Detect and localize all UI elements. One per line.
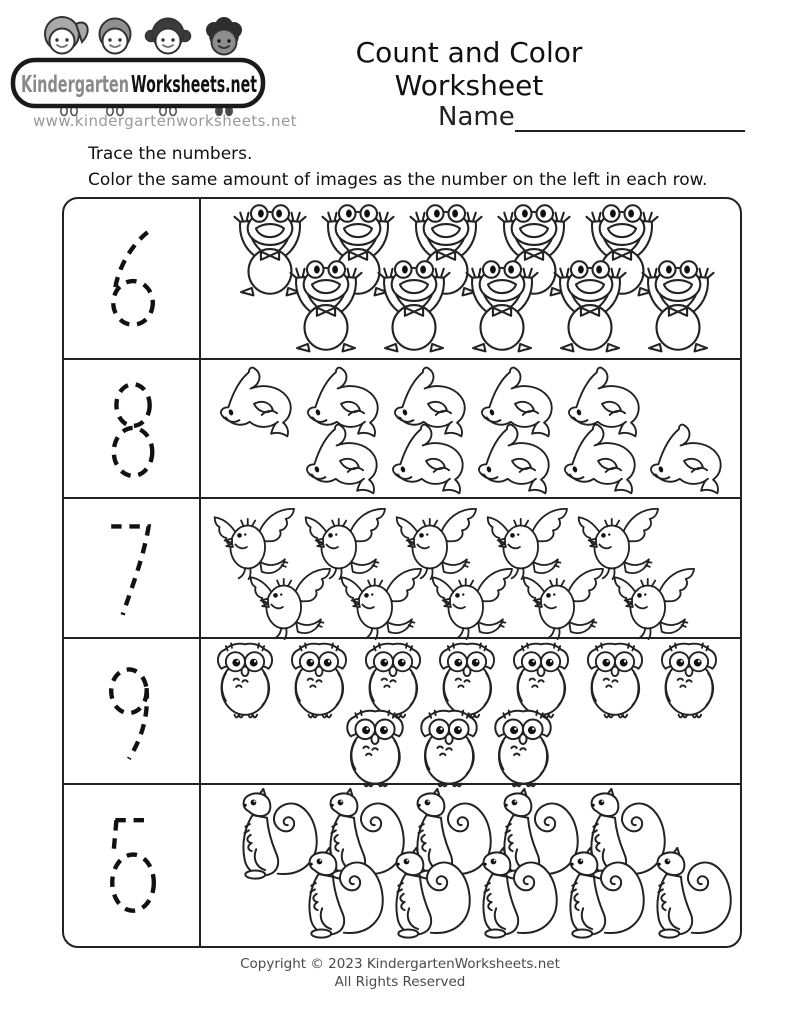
- squirrel-image: [295, 847, 389, 939]
- number-cell-7: [64, 499, 201, 639]
- bird-image: [241, 564, 343, 640]
- dolphin-image: [557, 420, 651, 500]
- footer: [0, 956, 800, 991]
- traceable-number-8: [100, 377, 164, 481]
- traceable-number-9: [100, 659, 164, 763]
- owl-image: [651, 640, 727, 720]
- instructions: [88, 141, 707, 194]
- images-cell-owls: [201, 639, 740, 785]
- owl-image: [335, 707, 415, 789]
- bird-image: [423, 564, 525, 640]
- squirrel-image: [469, 847, 563, 939]
- owl-image: [483, 707, 563, 789]
- frog-image: [635, 257, 721, 354]
- logo-kids: [45, 17, 242, 55]
- logo-brand-second: Worksheets.net: [131, 72, 257, 98]
- number-cell-8: [64, 360, 201, 499]
- bird-image: [514, 564, 616, 640]
- worksheet-table: [62, 197, 742, 948]
- squirrel-image: [643, 847, 737, 939]
- bird-image: [605, 564, 707, 640]
- dolphin-image: [385, 420, 479, 500]
- traceable-number-6: [100, 227, 164, 331]
- dolphin-image: [471, 420, 565, 500]
- frog-image: [459, 257, 545, 354]
- number-cell-5: [64, 785, 201, 946]
- frog-image: [547, 257, 633, 354]
- dolphin-image: [213, 363, 307, 443]
- squirrel-image: [556, 847, 650, 939]
- owl-image: [409, 707, 489, 789]
- images-cell-frogs: [201, 199, 740, 360]
- page-title: Count and Color Worksheet: [355, 36, 583, 102]
- name-row: [438, 100, 745, 132]
- traceable-number-7: [100, 516, 164, 620]
- images-cell-birds: [201, 499, 740, 639]
- images-cell-dolphins: [201, 360, 740, 499]
- traceable-number-5: [100, 814, 164, 918]
- dolphin-image: [299, 420, 393, 500]
- rights-line: All Rights Reserved: [334, 973, 466, 990]
- frog-image: [283, 257, 369, 354]
- owl-image: [207, 640, 283, 720]
- copyright-line: Copyright © 2023 KindergartenWorksheets.net: [240, 956, 560, 972]
- bird-image: [332, 564, 434, 640]
- logo-brand-first: Kindergarten: [21, 72, 129, 98]
- owl-image: [577, 640, 653, 720]
- instruction-line-2: Color the same amount of images as the number on the left in each row.: [88, 170, 708, 191]
- name-label: Name: [438, 102, 515, 133]
- name-blank-line: [515, 100, 745, 132]
- dolphin-image: [643, 420, 737, 500]
- instruction-line-1: Trace the numbers.: [88, 144, 253, 164]
- number-cell-6: [64, 199, 201, 360]
- kindergarten-worksheets-logo: [10, 6, 266, 118]
- number-cell-9: [64, 639, 201, 785]
- site-url: www.kindergartenworksheets.net: [33, 112, 297, 130]
- squirrel-image: [382, 847, 476, 939]
- images-cell-squirrels: [201, 785, 740, 946]
- frog-image: [371, 257, 457, 354]
